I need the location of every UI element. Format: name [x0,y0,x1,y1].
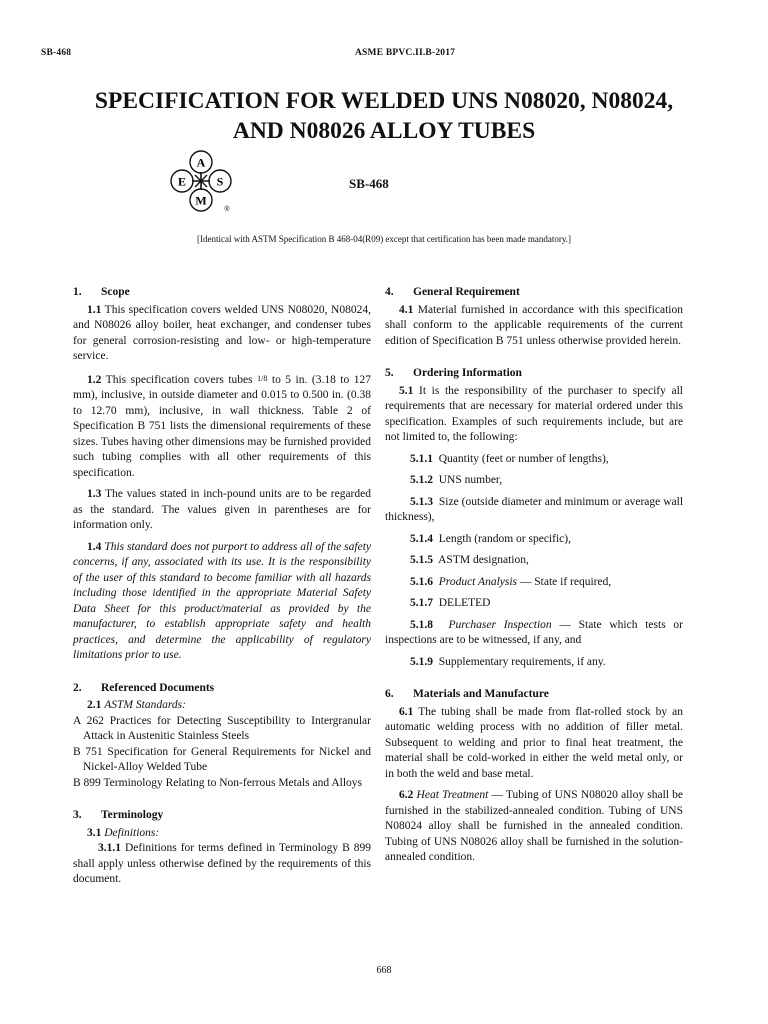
list-item-5-1-4: 5.1.4 Length (random or specific), [410,532,571,545]
list-item-5-1-6: 5.1.6 Product Analysis — State if required, [410,575,612,588]
identical-note: [Identical with ASTM Specification B 468-04(R09) except that certification has been made mandatory.] [196,234,572,244]
title-line-1: SPECIFICATION FOR WELDED UNS N08020, N08024, [94,88,674,114]
page-number: 668 [376,965,392,976]
reference-b899: B 899 Terminology Relating to Non-ferrous Metals and Alloys [73,776,363,789]
section-heading-general-requirement: 4. General Requirement [385,286,520,298]
right-column [385,285,683,866]
section-heading-referenced-documents: 2. Referenced Documents [73,681,215,694]
fraction-one-eighth: 1/8 [257,373,268,383]
paragraph-1-1: 1.1 This specification covers welded UNS N08020, N08024, and N08026 alloy boiler, heat exchanger, and condenser tubes for general corrosion-resisting and low- or high-temperature service. [73,303,371,362]
section-heading-materials-and-manufacture: 6. Materials and Manufacture [385,688,549,700]
paragraph-6-2: 6.2 Heat Treatment — Tubing of UNS N08020 alloy shall be furnished in the stabilized-annealed condition. Tubing of UNS N08024 alloy shall be furnished in the annealed condition. Tubing of UNS N08026 alloy shall be furnished in the solution-annealed condition. [385,789,683,863]
emblem-letter-left: E [177,174,187,189]
paragraph-4-1: 4.1 Material furnished in accordance with this specification shall conform to the applicable requirements of the current edition of Specification B 751 unless otherwise provided herein. [385,303,684,347]
list-item-5-1-3: 5.1.3 Size (outside diameter and minimum or average wall thickness), [385,495,684,523]
left-column [73,285,371,888]
running-header-left: SB-468 [41,48,72,58]
emblem-letter-right: S [216,174,224,189]
registered-mark: ® [224,206,230,212]
emblem-letter-bottom: M [195,193,207,208]
list-item-5-1-8: 5.1.8 Purchaser Inspection — State which tests or inspections are to be witnessed, if any, and [385,618,684,646]
reference-b751: B 751 Specification for General Requirements for Nickel and Nickel-Alloy Welded Tube [73,745,371,773]
document-title [0,86,768,146]
spec-number: SB-468 [349,176,389,191]
section-heading-terminology: 3. Terminology [73,809,164,821]
paragraph-1-4: 1.4 This standard does not purport to address all of the safety concerns, if any, associated with its use. It is the responsibility of the user of this standard to become familiar with all hazards including those identified in the appropriate Material Safety Data Sheet for this product/material as provided by the manufacturer, to establish appropriate safety and health practices, and determine the applicability of regulatory limitations prior to use. [73,540,372,661]
title-line-2: AND N08026 ALLOY TUBES [232,118,536,144]
list-item-5-1-7: 5.1.7 DELETED [410,597,491,609]
paragraph-1-3: 1.3 The values stated in inch-pound units are to be regarded as the standard. The values given in parentheses are for information only. [73,488,371,531]
list-item-5-1-1: 5.1.1 Quantity (feet or number of lengths), [410,452,609,465]
list-item-5-1-9: 5.1.9 Supplementary requirements, if any. [410,655,606,668]
reference-a262: A 262 Practices for Detecting Susceptibility to Intergranular Attack in Austenitic Stainless Steels [73,714,371,742]
paragraph-5-1: 5.1 It is the responsibility of the purchaser to specify all requirements that are necessary for material ordered under this specification. Examples of such requirements include, but are not limited to, the following: [385,384,683,443]
running-header-right: ASME BPVC.II.B-2017 [355,48,456,58]
section-heading-ordering-information: 5. Ordering Information [385,367,522,379]
paragraph-1-2: 1.2 This specification covers tubes 1/8 to 5 in. (3.18 to 127 mm), inclusive, in outside diameter and 0.015 to 0.500 in. (0.38 to 12.70 mm), inclusive, in wall thickness. Table 2 of Specification B 751 lists the dimensional requirements of these sizes. Tubes having other dimensions may be furnished provided such tubing complies with all other requirements of this specification. [73,373,372,479]
paragraph-3-1: 3.1 Definitions: [87,826,160,839]
list-item-5-1-2: 5.1.2 UNS number, [410,474,503,486]
paragraph-2-1: 2.1 ASTM Standards: [87,699,186,711]
section-heading-scope: 1. Scope [73,286,130,298]
paragraph-3-1-1: 3.1.1 Definitions for terms defined in Terminology B 899 shall apply unless otherwise defined by the requirements of this document. [73,842,372,885]
asme-emblem-icon [170,150,232,212]
emblem-letter-top: A [196,155,206,170]
paragraph-6-1: 6.1 The tubing shall be made from flat-rolled stock by an automatic welding process with no addition of filler metal. Subsequent to welding and prior to final heat treatment, the material shall be cold-worked in either the weld metal only, or in both the weld and base metal. [385,705,683,780]
list-item-5-1-5: 5.1.5 ASTM designation, [410,554,529,566]
